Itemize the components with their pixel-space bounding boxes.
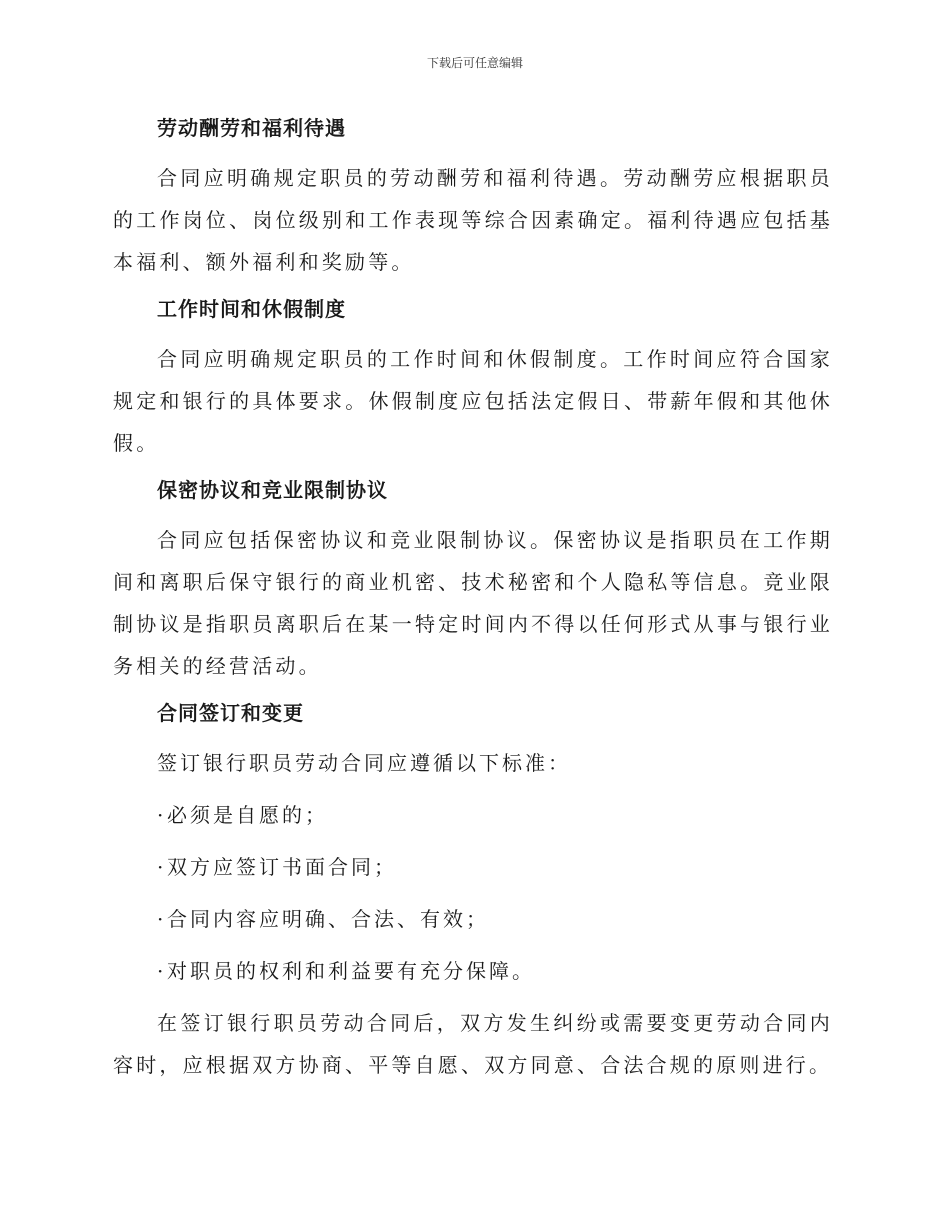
section-heading-working-hours: 工作时间和休假制度 (157, 297, 346, 321)
list-item-text: 双方应签订书面合同； (167, 855, 397, 879)
bullet-marker: · (157, 803, 164, 827)
list-item (113, 846, 833, 888)
page-header: 下载后可任意编辑 (426, 56, 523, 70)
list-item-text: 必须是自愿的； (167, 803, 328, 827)
section-heading-compensation: 劳动酬劳和福利待遇 (157, 116, 346, 140)
list-item (113, 950, 833, 992)
section-heading-confidentiality: 保密协议和竞业限制协议 (157, 478, 388, 502)
section-body-compensation: 合同应明确规定职员的劳动酬劳和福利待遇。劳动酬劳应根据职员的工作岗位、岗位级别和工作表现等综合因素确定。福利待遇应包括基本福利、额外福利和奖励等。 (113, 166, 833, 274)
bullet-marker: · (157, 907, 164, 931)
bullet-marker: · (157, 959, 164, 983)
section-closing-signing: 在签订银行职员劳动合同后，双方发生纠纷或需要变更劳动合同内容时，应根据双方协商、平等自愿、双方同意、合法合规的原则进行。 (113, 1011, 833, 1077)
list-item (113, 794, 833, 836)
list-item-text: 合同内容应明确、合法、有效； (167, 907, 489, 931)
section-heading-signing: 合同签订和变更 (157, 701, 304, 725)
bullet-marker: · (157, 855, 164, 879)
list-item-text: 对职员的权利和利益要有充分保障。 (167, 959, 535, 983)
section-intro-signing: 签订银行职员劳动合同应遵循以下标准： (157, 751, 571, 775)
section-body-working-hours: 合同应明确规定职员的工作时间和休假制度。工作时间应符合国家规定和银行的具体要求。休假制度应包括法定假日、带薪年假和其他休假。 (113, 347, 833, 455)
section-body-confidentiality: 合同应包括保密协议和竞业限制协议。保密协议是指职员在工作期间和离职后保守银行的商业机密、技术秘密和个人隐私等信息。竞业限制协议是指职员离职后在某一特定时间内不得以任何形式从事与银行业务相关的经营活动。 (113, 528, 833, 678)
document-body (113, 112, 833, 1086)
list-item (113, 898, 833, 940)
